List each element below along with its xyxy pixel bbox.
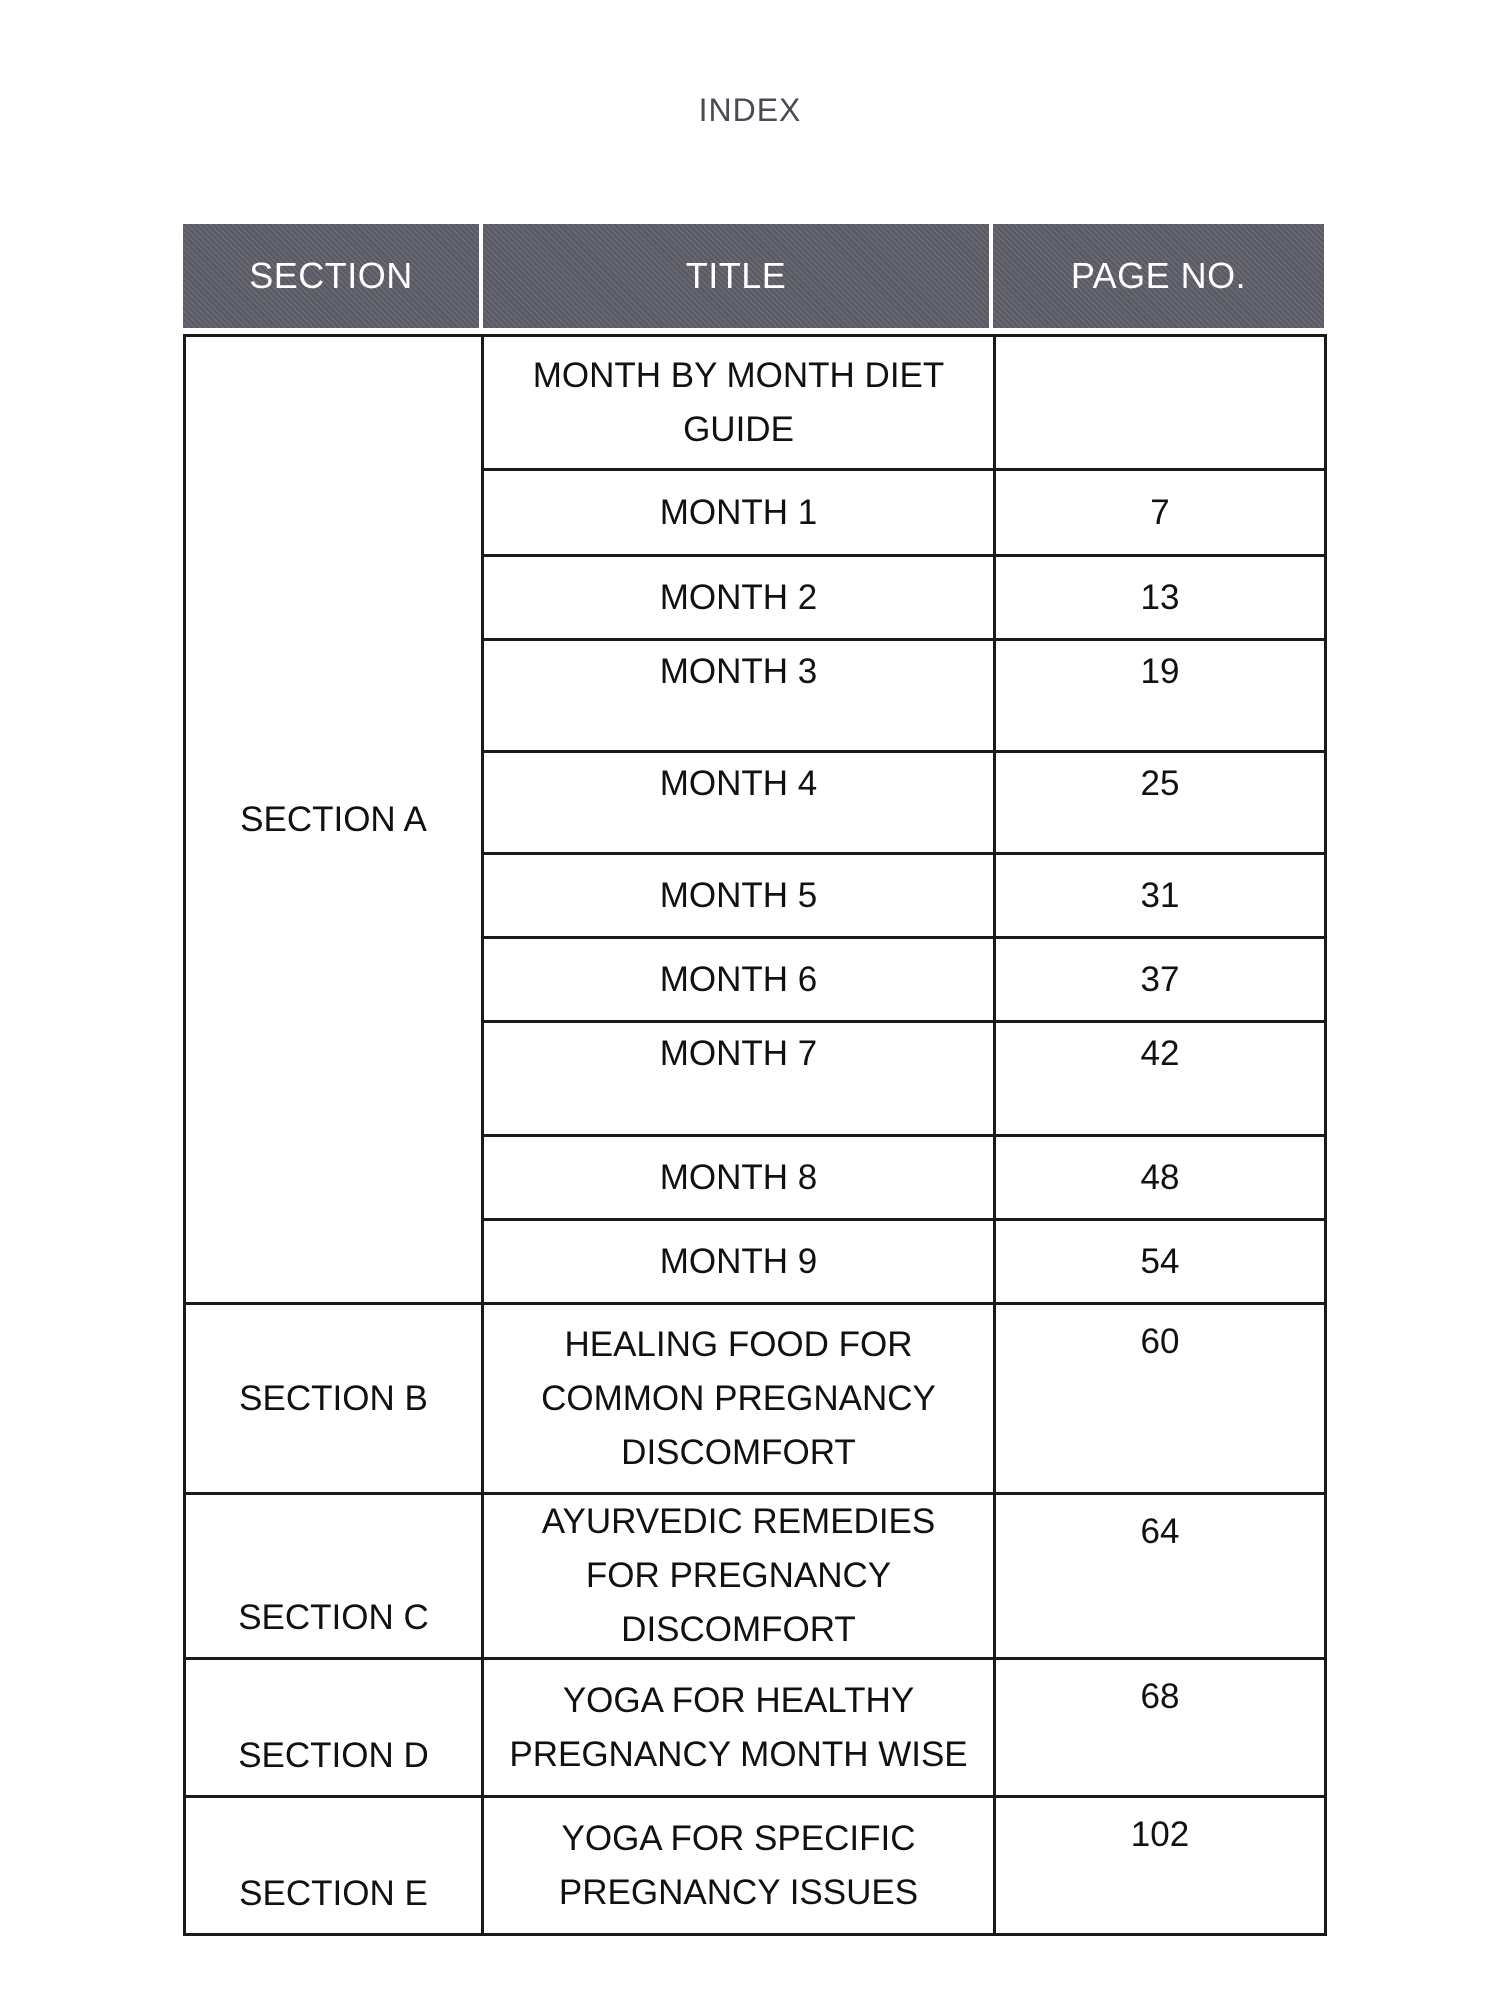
index-table bbox=[183, 334, 1327, 1936]
header-page-no: PAGE NO. bbox=[993, 224, 1324, 328]
page-cell: 102 bbox=[995, 1797, 1326, 1935]
page-cell bbox=[995, 336, 1326, 470]
table-row bbox=[185, 1659, 1326, 1797]
page-cell: 42 bbox=[995, 1022, 1326, 1136]
page-cell: 13 bbox=[995, 556, 1326, 640]
title-cell: MONTH 6 bbox=[483, 938, 995, 1022]
page-cell: 7 bbox=[995, 470, 1326, 556]
table-row bbox=[185, 1304, 1326, 1494]
title-cell: MONTH 8 bbox=[483, 1136, 995, 1220]
title-cell: MONTH 4 bbox=[483, 752, 995, 854]
page-cell: 60 bbox=[995, 1304, 1326, 1494]
page-cell: 19 bbox=[995, 640, 1326, 752]
title-cell: YOGA FOR HEALTHY PREGNANCY MONTH WISE bbox=[483, 1659, 995, 1797]
title-cell: YOGA FOR SPECIFIC PREGNANCY ISSUES bbox=[483, 1797, 995, 1935]
title-cell: AYURVEDIC REMEDIES FOR PREGNANCY DISCOMFORT bbox=[483, 1494, 995, 1659]
title-cell: MONTH 5 bbox=[483, 854, 995, 938]
page-cell: 54 bbox=[995, 1220, 1326, 1304]
title-cell: MONTH 1 bbox=[483, 470, 995, 556]
title-cell: HEALING FOOD FOR COMMON PREGNANCY DISCOMFORT bbox=[483, 1304, 995, 1494]
page-cell: 37 bbox=[995, 938, 1326, 1022]
header-section: SECTION bbox=[183, 224, 479, 328]
page-title: INDEX bbox=[698, 92, 802, 128]
page-cell: 68 bbox=[995, 1659, 1326, 1797]
page-cell: 25 bbox=[995, 752, 1326, 854]
title-cell: MONTH 2 bbox=[483, 556, 995, 640]
title-cell: MONTH 7 bbox=[483, 1022, 995, 1136]
page-cell: 48 bbox=[995, 1136, 1326, 1220]
table-row bbox=[185, 1494, 1326, 1659]
title-cell: MONTH 3 bbox=[483, 640, 995, 752]
page-cell: 64 bbox=[995, 1494, 1326, 1659]
section-a-label: SECTION A bbox=[185, 336, 483, 1304]
header-title: TITLE bbox=[483, 224, 989, 328]
page-cell: 31 bbox=[995, 854, 1326, 938]
title-cell: MONTH 9 bbox=[483, 1220, 995, 1304]
section-e-label: SECTION E bbox=[185, 1797, 483, 1935]
table-row bbox=[185, 1797, 1326, 1935]
section-d-label: SECTION D bbox=[185, 1659, 483, 1797]
section-b-label: SECTION B bbox=[185, 1304, 483, 1494]
title-cell: MONTH BY MONTH DIET GUIDE bbox=[483, 336, 995, 470]
table-row bbox=[185, 336, 1326, 470]
section-c-label: SECTION C bbox=[185, 1494, 483, 1659]
